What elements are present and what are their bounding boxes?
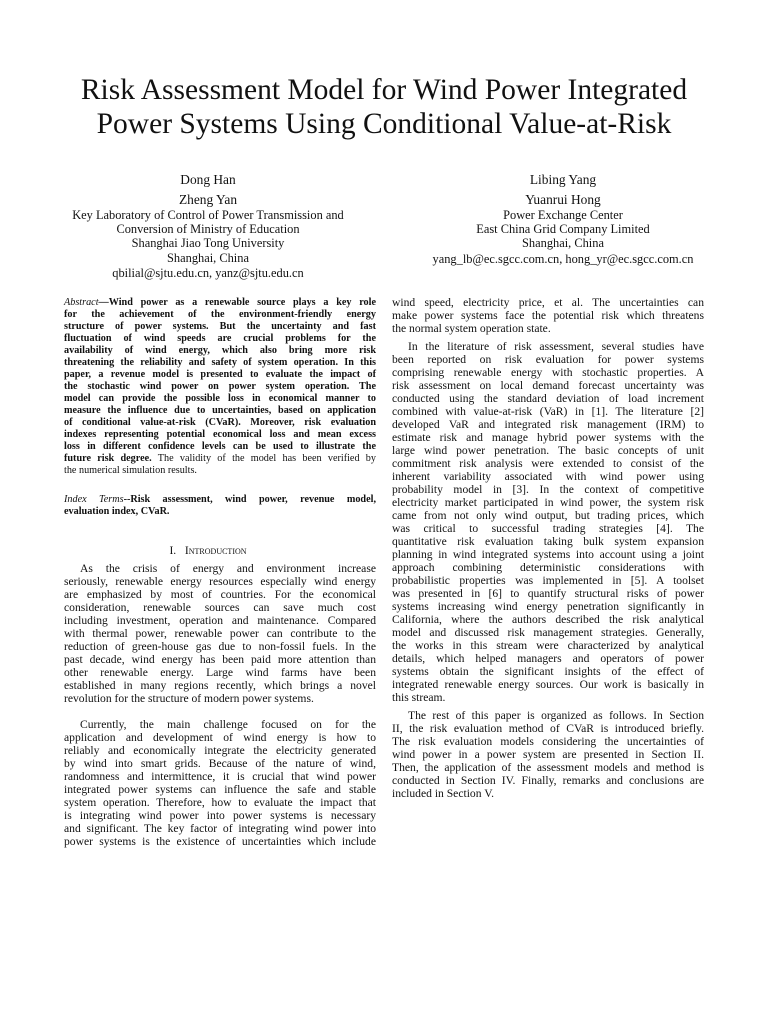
index-terms-line: Index Terms--Risk assessment, wind power, revenue model, [64,494,376,505]
affiliation-line: East China Grid Company Limited [476,222,650,236]
body-line: commitment risk analysis were extended to consist of the [392,457,704,470]
body-line: conducted in Section IV. Finally, remarks and conclusions are [392,774,704,787]
body-line: probability model in [3]. In the context of competitive [392,483,704,496]
body-line: by wind into smart grids. Because of the nature of wind, [64,757,376,770]
abstract-line: indexes representing potential economical loss and mean excess [64,429,376,440]
author-name: Dong Han [180,172,236,187]
body-line: approach combining deterministic considerations with [392,561,704,574]
abstract-line: Abstract—Wind power as a renewable source plays a key role [64,297,376,308]
body-line: reduction of green-house gas due to non-fossil fuels. In the [64,640,376,653]
affiliation-line: Power Exchange Center [503,208,623,222]
body-line: The rest of this paper is organized as follows. In Section [408,709,704,722]
body-line: the normal system operation state. [392,322,551,335]
body-line: electricity market participated in wind power, the system risk [392,496,704,509]
body-line: systems obtain the significant insights of the effect of [392,665,704,678]
body-line: wind speed, electricity price, et al. The uncertainties can [392,296,704,309]
affiliation-line: Shanghai, China [522,236,604,250]
body-line: risk assessment on local demand forecast uncertainty was [392,379,704,392]
body-line: As the crisis of energy and environment increase [80,562,376,575]
body-line: system operation. Therefore, how to evaluate the impact that [64,796,376,809]
body-line: II, the risk evaluation method of CVaR is introduced briefly. [392,722,704,735]
body-line: inherent variability associated with wind power using [392,470,704,483]
abstract-line: model can provide the possible loss in economical manner to [64,393,376,404]
body-line: quantitative risk evaluation taking bulk system expansion [392,535,704,548]
abstract-line: availability of wind energy, which also bring more risk [64,345,376,356]
body-line: past decade, wind energy has been paid more attention than [64,653,376,666]
body-line: this stream. [392,691,446,704]
body-line: combined with value-at-risk (VaR) in [1]. The literature [2] [392,405,704,418]
body-line: and significant. The key factor of integrating wind power into [64,822,376,835]
body-line: model and discussed risk management strategies. Generally, [392,626,704,639]
paper-title-line-1: Risk Assessment Model for Wind Power Integrated [80,74,688,106]
body-line: comprising renewable energy with stochastic properties. A [392,366,704,379]
body-line: came from not only wind output, but trading prices, which [392,509,704,522]
index-terms-line: evaluation index, CVaR. [64,506,170,517]
body-line: seriously, renewable energy resources especially wind energy [64,575,376,588]
abstract-line: the numerical simulation results. [64,465,197,476]
abstract-line: future risk degree. The validity of the model has been verified by [64,453,376,464]
body-line: are emphasized by most of countries. For the economical [64,588,376,601]
body-line: was critical to successful trading strategies [4]. The [392,522,704,535]
body-line: been reported on risk evaluation for power systems [392,353,704,366]
body-line: systems increasing wind energy penetration significantly in [392,600,704,613]
abstract-label: Abstract [64,297,99,308]
author-email: yang_lb@ec.sgcc.com.cn, hong_yr@ec.sgcc.com.cn [432,252,694,266]
abstract-line: structure of power systems. But the uncertainty and fast [64,321,376,332]
body-line: included in Section V. [392,787,494,800]
body-line: details, which helped managers and operators of power [392,652,704,665]
abstract-line: threatening the reliability and safety of system operation. In this [64,357,376,368]
body-line: randomness and intermittence, it is crucial that wind power [64,770,376,783]
body-line: developed VaR and integrated risk management (IRM) to [392,418,704,431]
body-line: California, where the authors described the risk analytical [392,613,704,626]
abstract-line: for the achievement of the environment-friendly energy [64,309,376,320]
section-heading: I. Introduction [169,544,247,557]
body-line: consideration, renewable sources can save much cost [64,601,376,614]
body-line: planning in wind integrated systems into account using a joint [392,548,704,561]
affiliation-line: Conversion of Ministry of Education [116,222,300,236]
body-line: integrated renewable energy sources. Our work is basically in [392,678,704,691]
author-name: Zheng Yan [178,192,238,207]
index-terms-label: Index Terms [64,494,124,505]
body-line: conducted using the standard deviation of load increment [392,392,704,405]
body-line: In the literature of risk assessment, several studies have [408,340,704,353]
author-email: qbilial@sjtu.edu.cn, yanz@sjtu.edu.cn [112,266,304,280]
body-line: revolution for the structure of modern power systems. [64,692,314,705]
body-line: Then, the application of the assessment models and method is [392,761,704,774]
body-line: wind power in a power system are presented in Section II. [392,748,704,761]
author-name: Yuanrui Hong [525,192,601,207]
body-line: was presented in [6] to quantify structural risks of power [392,587,704,600]
author-name: Libing Yang [529,172,597,187]
body-line: estimate risk and manage hybrid power systems with the [392,431,704,444]
abstract-line: loss in different confidence levels can be used to illustrate the [64,441,376,452]
body-line: the works in this stream were characterized by analytical [392,639,704,652]
abstract-line: of conditional value-at-risk (CVaR). Moreover, risk evaluation [64,417,376,428]
body-line: reliably and economically integrate the electricity generated [64,744,376,757]
body-line: Currently, the main challenge focused on for the [80,718,376,731]
body-line: including investment, operation and maintenance. Compared [64,614,376,627]
body-line: with thermal power, renewable power can contribute to the [64,627,376,640]
abstract-line: measure the influence due to uncertainties, based on application [64,405,376,416]
body-line: probabilistic properties was implemented in [5]. A toolset [392,574,704,587]
body-line: established in many regions recently, which brings a novel [64,679,376,692]
body-line: power systems is the existence of uncertainties which include [64,835,376,848]
affiliation-line: Key Laboratory of Control of Power Transmission and [72,208,344,222]
body-line: other renewable energy. Large wind farms have been [64,666,376,679]
body-line: is integrating wind power into power systems is necessary [64,809,376,822]
body-line: integrated power systems can influence the safe and stable [64,783,376,796]
abstract-line: the stochastic wind power on power system operation. The [64,381,376,392]
body-line: large wind power penetration. The basic concepts of unit [392,444,704,457]
abstract-line: paper, a revenue model is presented to evaluate the impact of [64,369,376,380]
affiliation-line: Shanghai, China [167,251,249,265]
body-line: make power systems face the potential risk which threatens [392,309,704,322]
body-line: The risk evaluation models considering the uncertainties of [392,735,704,748]
paper-title-line-2: Power Systems Using Conditional Value-at-Risk [96,108,672,140]
abstract-line: fluctuation of wind speeds are crucial problems for the [64,333,376,344]
affiliation-line: Shanghai Jiao Tong University [131,236,285,250]
body-line: application and development of wind energy is how to [64,731,376,744]
